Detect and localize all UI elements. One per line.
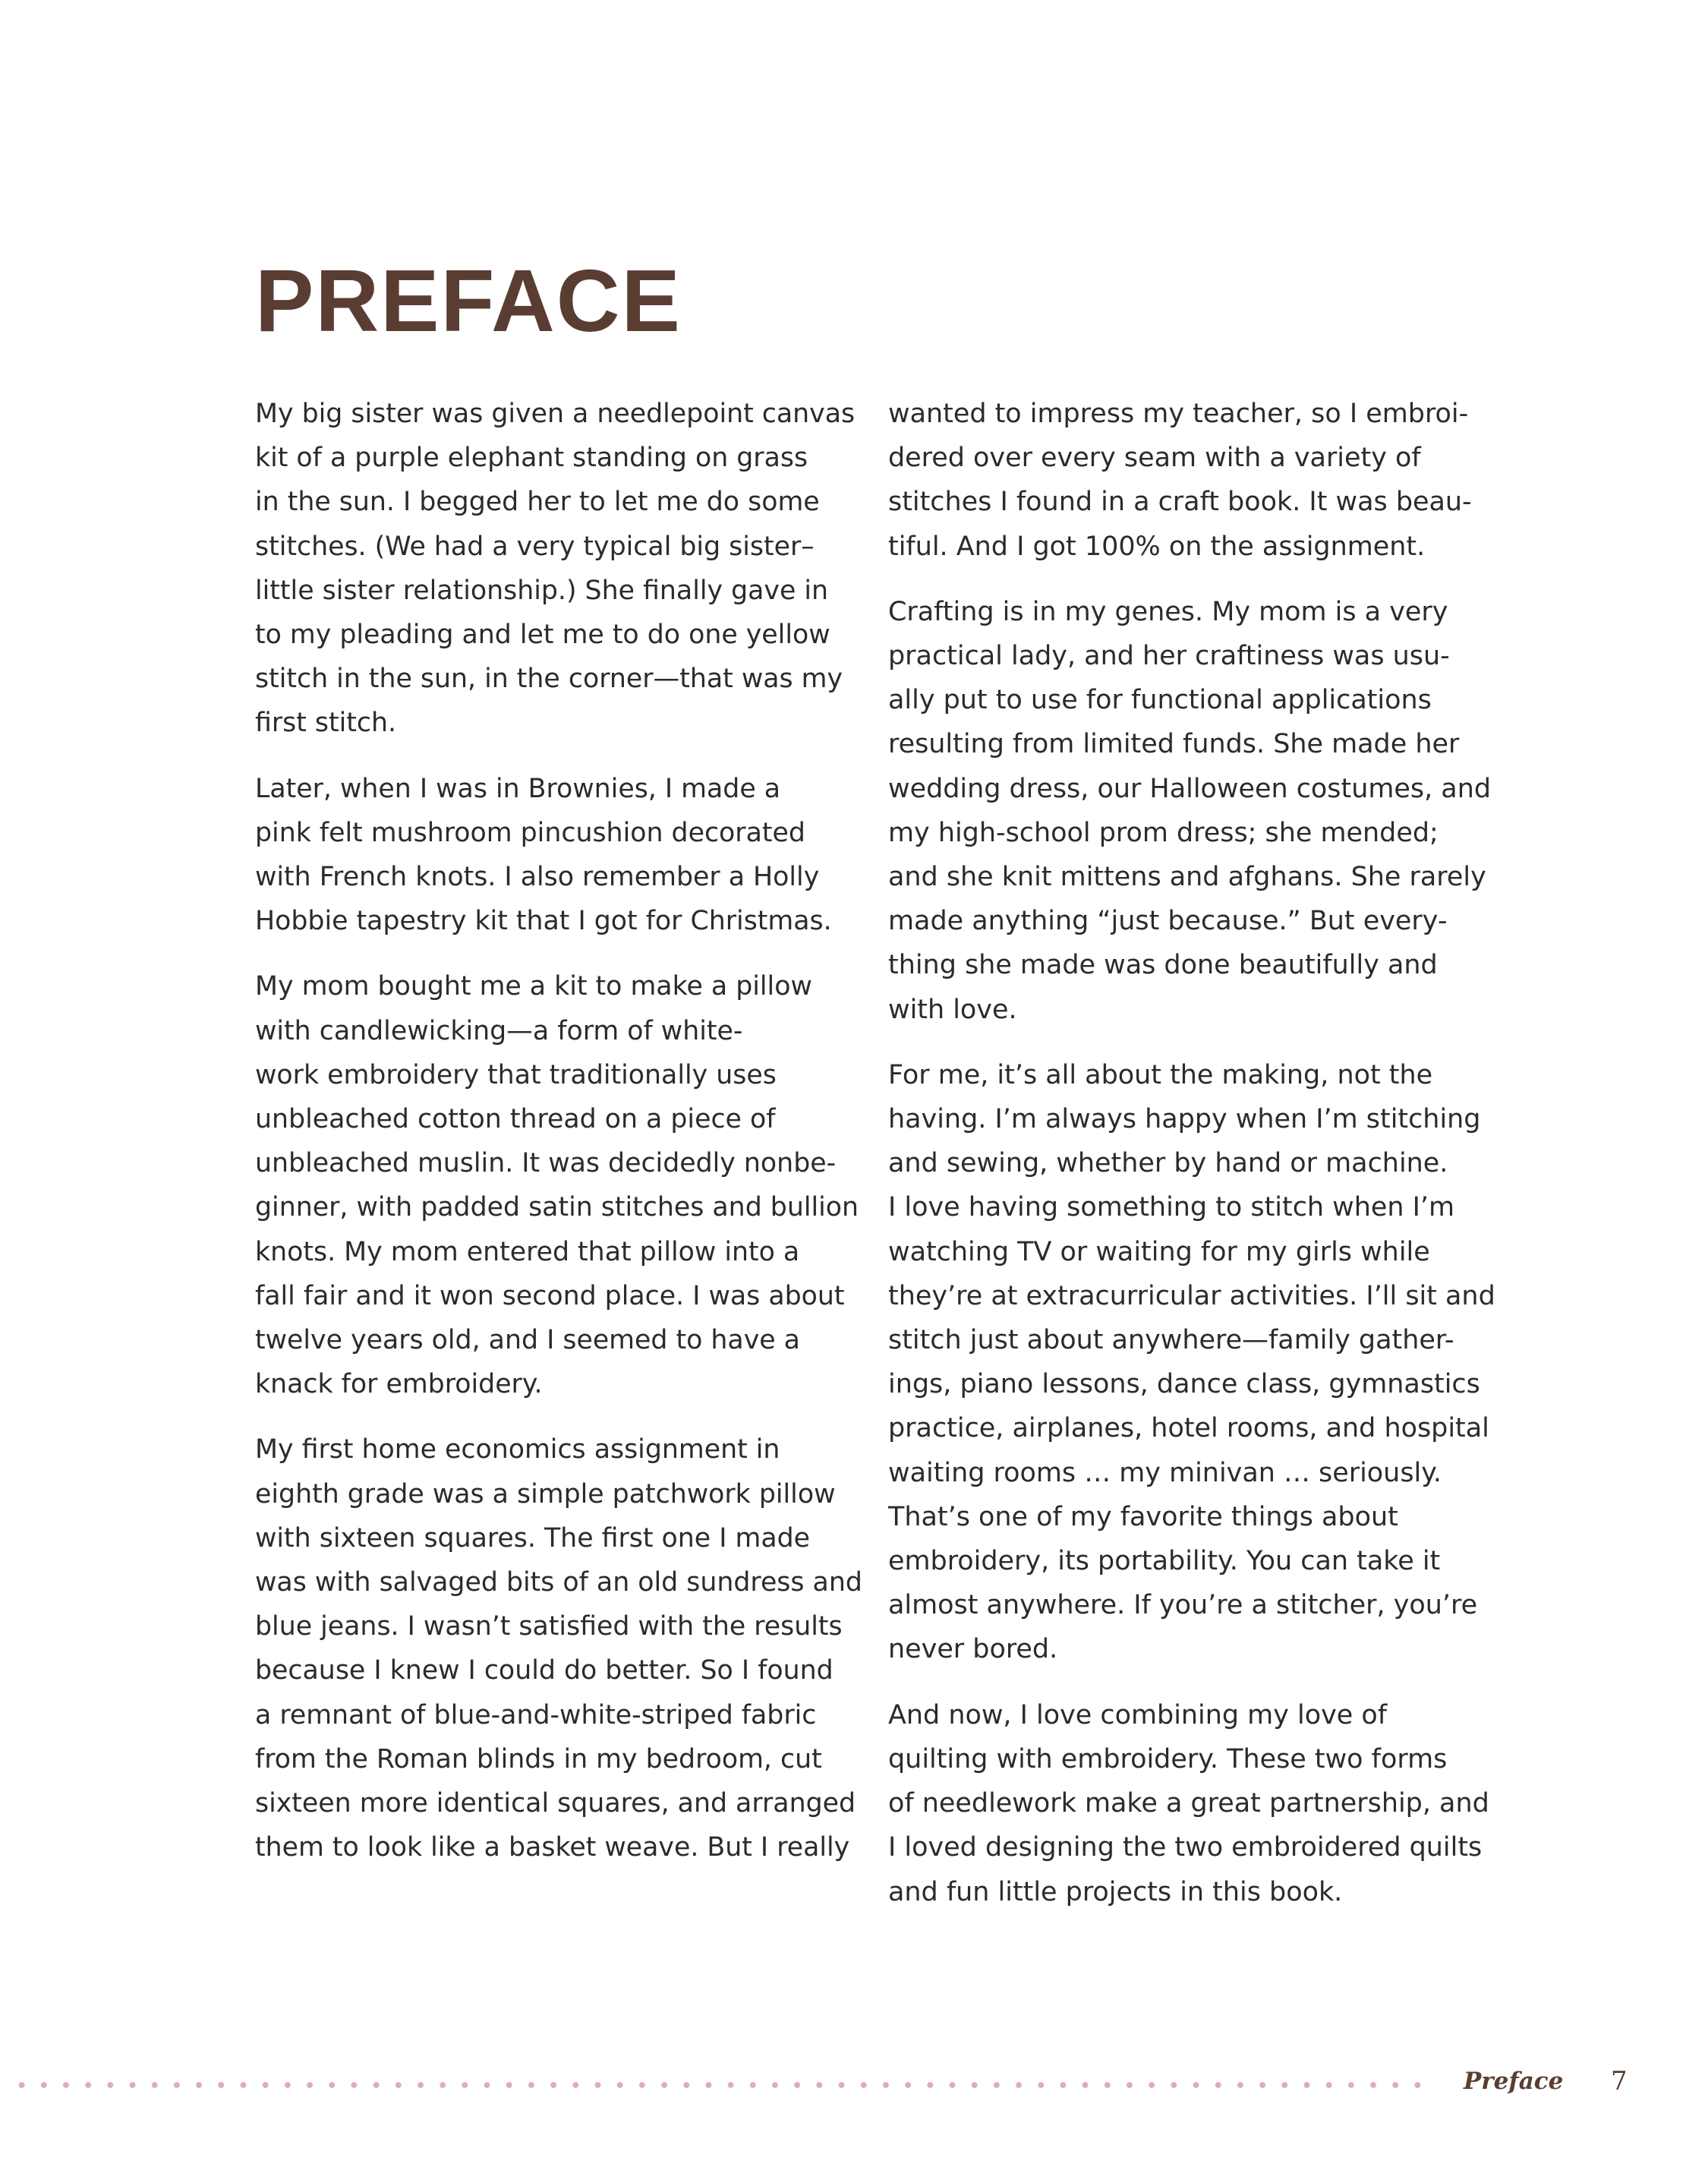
- text-line: practical lady, and her craftiness was usu-: [888, 641, 1450, 672]
- text-line: Crafting is in my genes. My mom is a very: [888, 596, 1448, 627]
- text-line: knack for embroidery.: [255, 1369, 543, 1400]
- text-line: knots. My mom entered that pillow into a: [255, 1236, 800, 1267]
- text-line: My mom bought me a kit to make a pillow: [255, 971, 812, 1002]
- text-line: For me, it’s all about the making, not the: [888, 1059, 1433, 1090]
- text-line: them to look like a basket weave. But I really: [255, 1832, 850, 1863]
- text-line: from the Roman blinds in my bedroom, cut: [255, 1743, 822, 1774]
- paragraph: [255, 392, 862, 746]
- text-line: ginner, with padded satin stitches and bullion: [255, 1192, 859, 1223]
- right-text-column: [888, 392, 1495, 1935]
- text-line: stitch in the sun, in the corner—that was my: [255, 664, 843, 695]
- text-line: because I knew I could do better. So I found: [255, 1655, 834, 1686]
- text-line: thing she made was done beautifully and: [888, 950, 1438, 981]
- text-line: embroidery, its portability. You can take it: [888, 1546, 1441, 1577]
- text-line: stitches. (We had a very typical big sister–: [255, 531, 815, 562]
- text-line: they’re at extracurricular activities. I’ll sit and: [888, 1280, 1495, 1311]
- text-line: with sixteen squares. The first one I made: [255, 1522, 811, 1554]
- text-line: my high-school prom dress; she mended;: [888, 817, 1439, 848]
- text-line: ings, piano lessons, dance class, gymnastics: [888, 1369, 1480, 1400]
- text-line: wanted to impress my teacher, so I embroi-: [888, 399, 1469, 429]
- paragraph: [255, 964, 862, 1406]
- text-line: sixteen more identical squares, and arranged: [255, 1788, 856, 1819]
- footer-dotted-rule: [11, 2081, 1430, 2089]
- text-line: pink felt mushroom pincushion decorated: [255, 817, 805, 848]
- page-title: PREFACE: [255, 251, 682, 350]
- text-line: I love having something to stitch when I’m: [888, 1192, 1455, 1223]
- text-line: And now, I love combining my love of: [888, 1699, 1388, 1730]
- text-line: quilting with embroidery. These two forms: [888, 1743, 1448, 1774]
- text-line: blue jeans. I wasn’t satisfied with the results: [255, 1611, 843, 1642]
- text-line: made anything “just because.” But every-: [888, 906, 1448, 937]
- text-line: wedding dress, our Halloween costumes, and: [888, 773, 1492, 804]
- text-line: That’s one of my favorite things about: [888, 1501, 1398, 1532]
- text-line: unbleached muslin. It was decidedly nonbe-: [255, 1148, 837, 1179]
- text-line: kit of a purple elephant standing on grass: [255, 443, 808, 474]
- paragraph: [255, 767, 862, 944]
- text-line: waiting rooms … my minivan … seriously.: [888, 1457, 1442, 1488]
- text-line: almost anywhere. If you’re a stitcher, you’re: [888, 1590, 1478, 1621]
- text-line: little sister relationship.) She finally gave in: [255, 575, 829, 606]
- page-number: 7: [1611, 2066, 1628, 2096]
- text-line: work embroidery that traditionally uses: [255, 1059, 777, 1090]
- paragraph: [888, 1693, 1495, 1914]
- text-line: practice, airplanes, hotel rooms, and hospital: [888, 1413, 1489, 1444]
- text-line: never bored.: [888, 1634, 1058, 1665]
- text-line: tiful. And I got 100% on the assignment.: [888, 531, 1426, 562]
- text-line: ally put to use for functional applications: [888, 685, 1432, 716]
- text-line: My first home economics assignment in: [255, 1434, 780, 1465]
- text-line: watching TV or waiting for my girls while: [888, 1236, 1430, 1267]
- text-line: twelve years old, and I seemed to have a: [255, 1325, 800, 1356]
- text-line: My big sister was given a needlepoint canvas: [255, 399, 856, 429]
- text-line: I loved designing the two embroidered quilts: [888, 1832, 1483, 1863]
- footer-section-title: Preface: [1464, 2068, 1564, 2095]
- paragraph: [255, 1427, 862, 1869]
- text-line: with love.: [888, 994, 1017, 1025]
- left-text-column: [255, 392, 862, 1891]
- text-line: stitch just about anywhere—family gather-: [888, 1325, 1454, 1356]
- text-line: in the sun. I begged her to let me do some: [255, 487, 820, 518]
- text-line: fall fair and it won second place. I was about: [255, 1280, 845, 1311]
- text-line: and she knit mittens and afghans. She rarely: [888, 862, 1486, 893]
- text-line: stitches I found in a craft book. It was beau-: [888, 487, 1472, 518]
- text-line: with French knots. I also remember a Holly: [255, 862, 820, 893]
- text-line: of needlework make a great partnership, and: [888, 1788, 1489, 1819]
- text-line: unbleached cotton thread on a piece of: [255, 1104, 776, 1135]
- text-line: having. I’m always happy when I’m stitching: [888, 1104, 1481, 1135]
- text-line: first stitch.: [255, 708, 397, 739]
- text-line: and sewing, whether by hand or machine.: [888, 1148, 1448, 1179]
- text-line: a remnant of blue-and-white-striped fabric: [255, 1699, 817, 1730]
- text-line: dered over every seam with a variety of: [888, 443, 1421, 474]
- text-line: to my pleading and let me to do one yellow: [255, 620, 830, 651]
- text-line: eighth grade was a simple patchwork pillow: [255, 1478, 836, 1509]
- text-line: with candlewicking—a form of white-: [255, 1015, 743, 1046]
- paragraph: [888, 590, 1495, 1032]
- text-line: and fun little projects in this book.: [888, 1876, 1343, 1907]
- text-line: Hobbie tapestry kit that I got for Christmas.: [255, 906, 832, 937]
- paragraph: [888, 392, 1495, 569]
- paragraph: [888, 1053, 1495, 1672]
- text-line: Later, when I was in Brownies, I made a: [255, 773, 781, 804]
- text-line: resulting from limited funds. She made her: [888, 729, 1460, 760]
- text-line: was with salvaged bits of an old sundress and: [255, 1567, 862, 1598]
